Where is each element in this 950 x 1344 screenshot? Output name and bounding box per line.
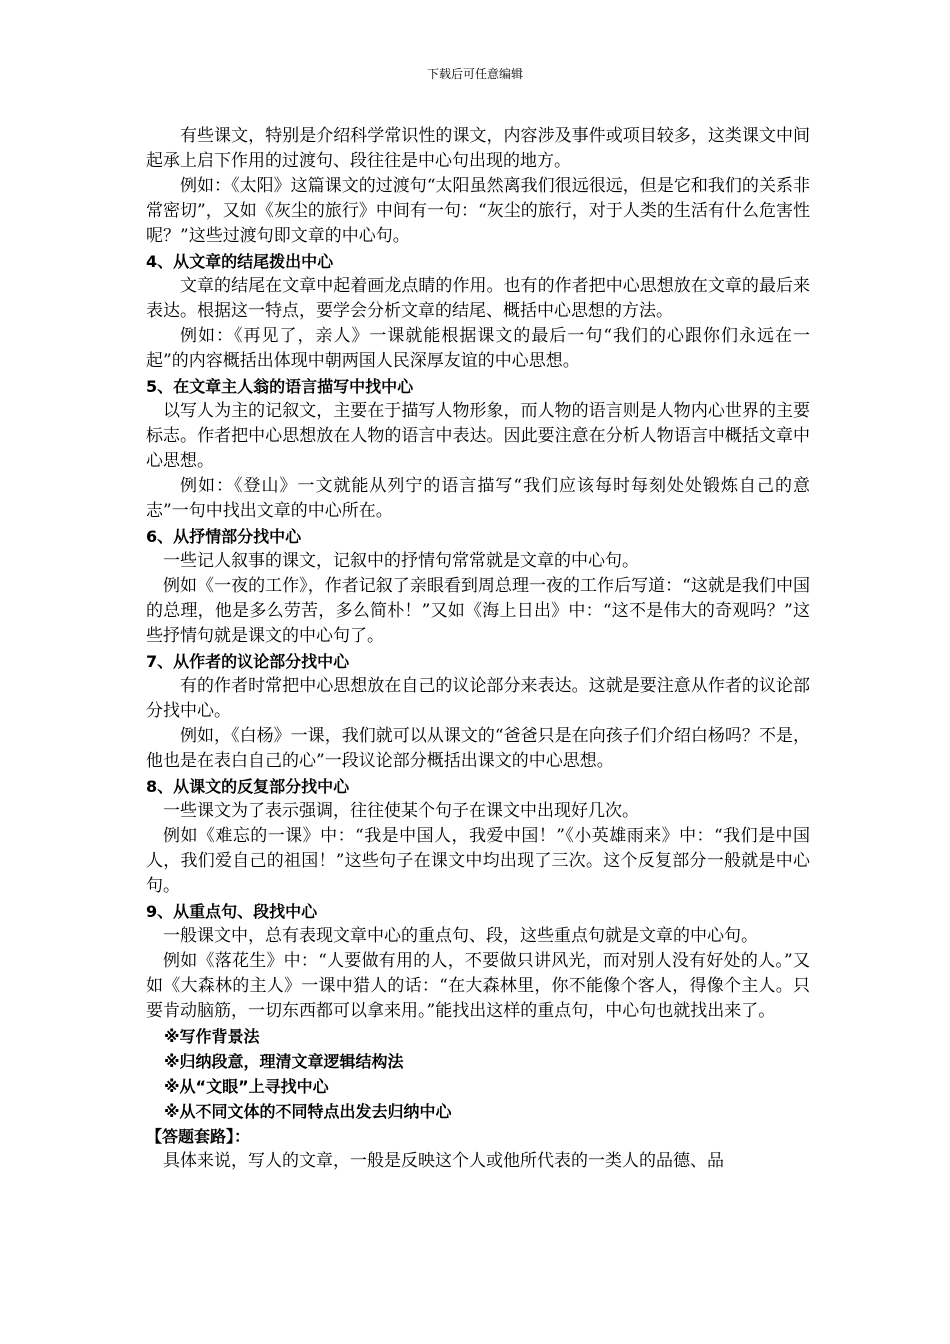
paragraph: 例如《难忘的一课》中：“我是中国人，我爱中国！”《小英雄雨来》中：“我们是中国人，我们爱自己的祖国！”这些句子在课文中均出现了三次。这个反复部分一般就是中心句。: [146, 826, 810, 896]
section-heading: 【答题套路】：: [146, 1127, 251, 1146]
section-heading: 8、从课文的反复部分找中心: [146, 777, 350, 796]
method-item: ※从“文眼”上寻找中心: [164, 1077, 329, 1096]
section-heading: 9、从重点句、段找中心: [146, 902, 318, 921]
method-item: ※写作背景法: [164, 1027, 260, 1046]
section-heading: 4、从文章的结尾拨出中心: [146, 252, 334, 271]
paragraph: 例如：《再见了，亲人》一课就能根据课文的最后一句“我们的心跟你们永远在一起”的内容概括出体现中朝两国人民深厚友谊的中心思想。: [146, 326, 810, 371]
paragraph: 例如《落花生》中：“人要做有用的人，不要做只讲风光，而对别人没有好处的人。”又如《大森林的主人》一课中猎人的话：“在大森林里，你不能像个客人，得像个主人。只要肯动脑筋，一切东西都可以拿来用。”能找出这样的重点句，中心句也就找出来了。: [146, 951, 810, 1021]
paragraph: 有些课文，特别是介绍科学常识性的课文，内容涉及事件或项目较多，这类课文中间起承上启下作用的过渡句、段往往是中心句出现的地方。: [146, 126, 810, 171]
paragraph: 一些课文为了表示强调，往往使某个句子在课文中出现好几次。: [163, 801, 639, 821]
section-heading: 6、从抒情部分找中心: [146, 527, 302, 546]
document-body: [146, 124, 810, 1174]
paragraph: 以写人为主的记叙文，主要在于描写人物形象，而人物的语言则是人物内心世界的主要标志。作者把中心思想放在人物的语言中表达。因此要注意在分析人物语言中概括文章中心思想。: [146, 401, 810, 471]
method-item: ※从不同文体的不同特点出发去归纳中心: [164, 1102, 452, 1121]
method-item: ※归纳段意，理清文章逻辑结构法: [164, 1052, 404, 1071]
section-heading: 7、从作者的议论部分找中心: [146, 652, 350, 671]
paragraph: 有的作者时常把中心思想放在自己的议论部分来表达。这就是要注意从作者的议论部分找中心。: [146, 676, 810, 721]
paragraph: 具体来说，写人的文章，一般是反映这个人或他所代表的一类人的品德、品: [163, 1151, 724, 1171]
paragraph: 例如，《白杨》一课，我们就可以从课文的“爸爸只是在向孩子们介绍白杨吗？不是，他也是在表白自己的心”一段议论部分概括出课文的中心思想。: [146, 726, 810, 771]
paragraph: 文章的结尾在文章中起着画龙点睛的作用。也有的作者把中心思想放在文章的最后来表达。根据这一特点，要学会分析文章的结尾、概括中心思想的方法。: [146, 276, 810, 321]
paragraph: 一般课文中，总有表现文章中心的重点句、段，这些重点句就是文章的中心句。: [163, 926, 758, 946]
paragraph: 例如：《太阳》这篇课文的过渡句“太阳虽然离我们很远很远，但是它和我们的关系非常密切”，又如《灰尘的旅行》中间有一句：“灰尘的旅行，对于人类的生活有什么危害性呢？”这些过渡句即文章的中心句。: [146, 176, 810, 246]
section-heading: 5、在文章主人翁的语言描写中找中心: [146, 377, 414, 396]
paragraph: 例如《一夜的工作》，作者记叙了亲眼看到周总理一夜的工作后写道：“这就是我们中国的总理，他是多么劳苦，多么简朴！”又如《海上日出》中：“这不是伟大的奇观吗？”这些抒情句就是课文的中心句了。: [146, 576, 810, 646]
page-header-note: 下载后可任意编辑: [426, 67, 523, 81]
paragraph: 例如：《登山》一文就能从列宁的语言描写“我们应该每时每刻处处锻炼自己的意志”一句中找出文章的中心所在。: [146, 476, 810, 521]
paragraph: 一些记人叙事的课文，记叙中的抒情句常常就是文章的中心句。: [163, 551, 639, 571]
